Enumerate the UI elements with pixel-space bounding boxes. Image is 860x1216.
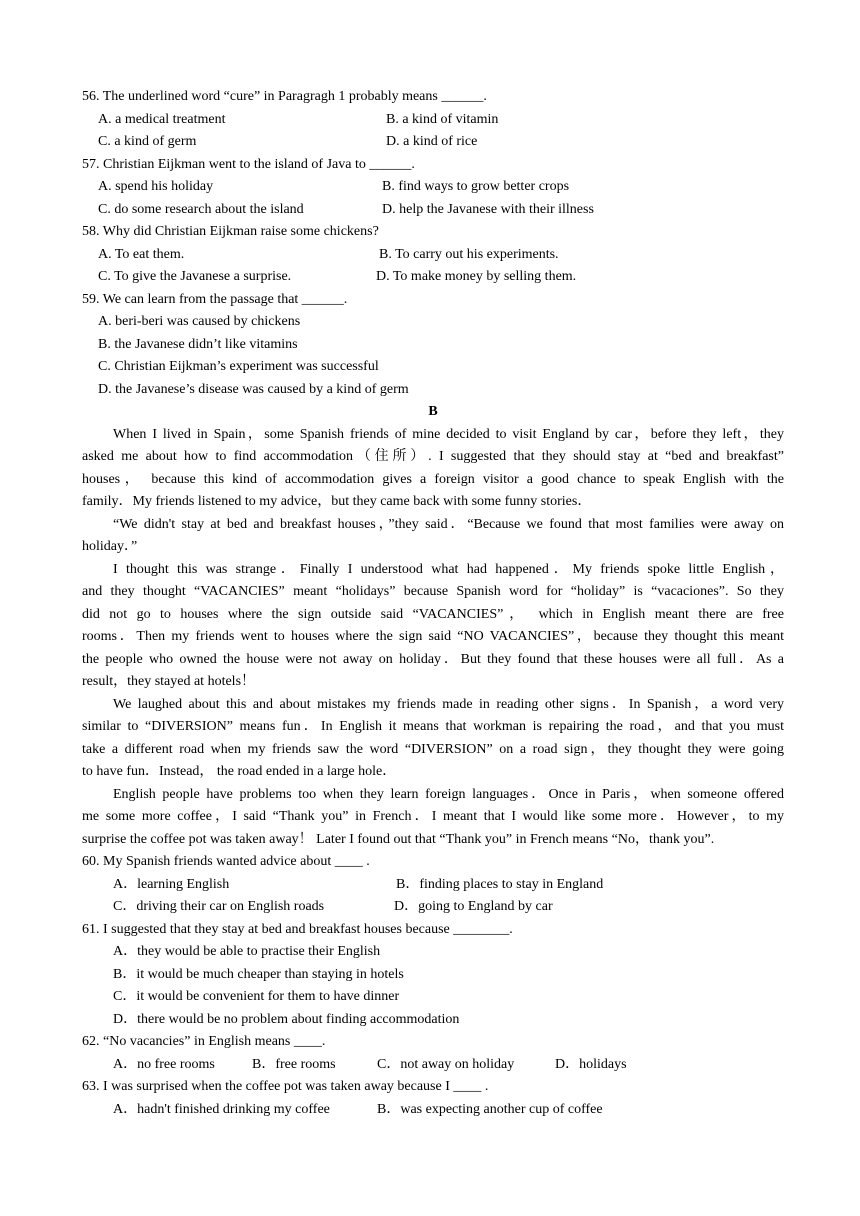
question-61-option-b: B．it would be much cheaper than staying in hotels — [113, 966, 404, 982]
question-57-row-2 — [82, 199, 784, 222]
question-57-option-d: D. help the Javanese with their illness — [382, 201, 594, 217]
passage-line: result，they stayed at hotels！ — [82, 674, 256, 689]
question-59-option-c: C. Christian Eijkman’s experiment was successful — [98, 359, 379, 374]
question-57-option-a: A. spend his holiday — [98, 179, 214, 194]
question-58-stem: 58. Why did Christian Eijkman raise some chickens? — [82, 224, 379, 239]
worksheet-page — [82, 86, 784, 1121]
question-56-row-1 — [82, 109, 784, 132]
question-63-option-b: B．was expecting another cup of coffee — [377, 1101, 603, 1117]
question-60-option-c: C．driving their car on English roads — [113, 899, 325, 914]
passage-line: family．My friends listened to my advice，but they came back with some funny stories． — [82, 494, 592, 509]
passage-line: English people have problems too when they learn foreign languages．Once in Paris，when someone offered — [113, 786, 784, 802]
passage-line: me some more coffee，I said “Thank you” in French．I meant that I would like some more．However，to my — [82, 809, 784, 824]
passage-line: We laughed about this and about mistakes my friends made in reading other signs．In Spanish，a word very — [113, 696, 784, 712]
question-60-option-a: A．learning English — [113, 876, 230, 892]
passage-line: and they thought “VACANCIES” meant “holidays” because Spanish word for “holiday” is “vacaciones”. So they — [82, 584, 784, 599]
section-heading-b: B — [428, 404, 438, 419]
question-62-stem: 62. “No vacancies” in English means ____. — [82, 1034, 326, 1049]
question-60-stem: 60. My Spanish friends wanted advice about ____ . — [82, 854, 370, 869]
passage-line: holiday．” — [82, 539, 138, 554]
question-58-option-b: B. To carry out his experiments. — [379, 246, 559, 262]
question-61-stem: 61. I suggested that they stay at bed and breakfast houses because ________. — [82, 921, 513, 937]
question-61-option-a: A．they would be able to practise their English — [113, 944, 381, 959]
passage-line: houses， because this kind of accommodation gives a foreign visitor a good chance to speak English with the — [82, 471, 784, 487]
passage-line: take a different road when my friends saw the word “DIVERSION” on a road sign，they thought they were going — [82, 741, 784, 757]
passage-line: rooms．Then my friends went to houses where the sign said “NO VACANCIES”，because they thought this meant — [82, 629, 784, 644]
question-60-row-1 — [82, 874, 784, 897]
question-60-option-d: D．going to England by car — [394, 899, 553, 914]
question-63-row — [82, 1099, 784, 1122]
question-58-option-c: C. To give the Javanese a surprise. — [98, 269, 292, 284]
question-60-option-b: B．finding places to stay in England — [396, 876, 604, 892]
question-56-option-c: C. a kind of germ — [98, 134, 197, 149]
question-62-row — [82, 1054, 784, 1077]
question-56-row-2 — [82, 131, 784, 154]
question-57-option-b: B. find ways to grow better crops — [382, 179, 570, 194]
question-62-option-b: B．free rooms — [252, 1056, 336, 1072]
question-60-row-2 — [82, 896, 784, 919]
question-63-stem: 63. I was surprised when the coffee pot was taken away because I ____ . — [82, 1079, 489, 1094]
question-56-option-a: A. a medical treatment — [98, 111, 226, 127]
question-58-row-1 — [82, 244, 784, 267]
question-62-option-d: D．holidays — [555, 1056, 627, 1072]
question-57-option-c: C. do some research about the island — [98, 201, 304, 217]
passage-line: asked me about how to find accommodation（住所）. I suggested that they should stay at “bed and breakfast” — [82, 449, 784, 464]
passage-line: similar to “DIVERSION” means fun．In English it means that workman is repairing the road，and that you must — [82, 719, 784, 734]
question-63-option-a: A．hadn't finished drinking my coffee — [113, 1101, 330, 1117]
question-57-row-1 — [82, 176, 784, 199]
question-61-option-c: C．it would be convenient for them to have dinner — [113, 989, 400, 1004]
passage-line: “We didn't stay at bed and breakfast houses，”they said．“Because we found that most families were away on — [113, 516, 784, 532]
passage-line: to have fun．Instead， the road ended in a large hole． — [82, 764, 397, 779]
question-59-option-a: A. beri-beri was caused by chickens — [98, 314, 301, 329]
question-62-option-c: C．not away on holiday — [377, 1056, 515, 1072]
passage-line: surprise the coffee pot was taken away！ Later I found out that “Thank you” in French means “No，thank you”. — [82, 831, 715, 847]
question-58-row-2 — [82, 266, 784, 289]
question-62-option-a: A．no free rooms — [113, 1056, 215, 1072]
question-59-option-b: B. the Javanese didn’t like vitamins — [98, 336, 298, 352]
question-56-option-b: B. a kind of vitamin — [386, 111, 499, 127]
question-59-option-d: D. the Javanese’s disease was caused by a kind of germ — [98, 381, 409, 397]
passage-line: I thought this was strange．Finally I understood what had happened．My friends spoke little English， — [113, 561, 784, 577]
passage-line: did not go to houses where the sign outside said “VACANCIES”， which in English meant there are free — [82, 606, 784, 622]
passage-line: When I lived in Spain，some Spanish friends of mine decided to visit England by car，before they left，they — [113, 426, 784, 442]
question-59-stem: 59. We can learn from the passage that ______. — [82, 291, 348, 307]
question-61-option-d: D．there would be no problem about finding accommodation — [113, 1011, 460, 1027]
question-58-option-a: A. To eat them. — [98, 246, 185, 262]
question-56-option-d: D. a kind of rice — [386, 134, 478, 149]
passage-line: the people who owned the house were not away on holiday．But they found that these houses were all full．As a — [82, 651, 784, 667]
question-58-option-d: D. To make money by selling them. — [376, 269, 577, 284]
question-57-stem: 57. Christian Eijkman went to the island of Java to ______. — [82, 156, 415, 172]
question-56-stem: 56. The underlined word “cure” in Paragragh 1 probably means ______. — [82, 89, 487, 104]
